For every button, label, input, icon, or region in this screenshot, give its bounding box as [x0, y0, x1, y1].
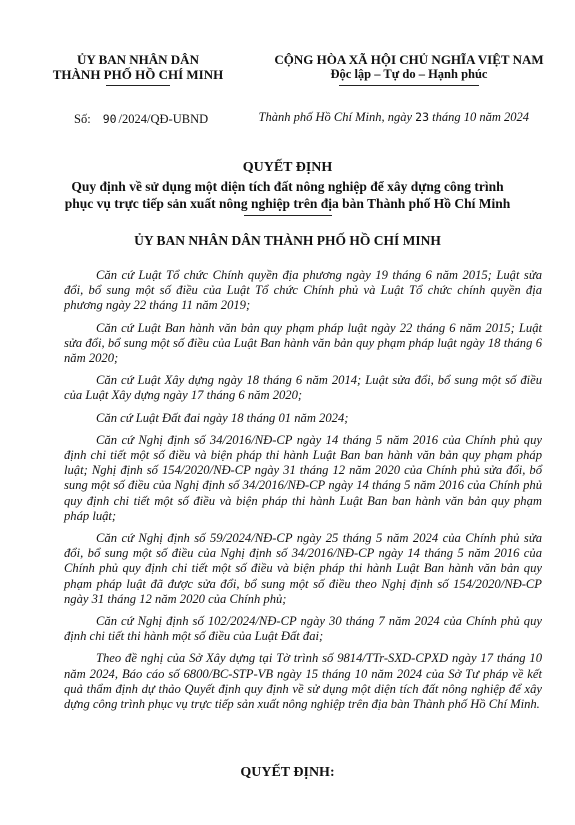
preamble-paragraph: Căn cứ Nghị định số 102/2024/NĐ-CP ngày 30 tháng 7 năm 2024 của Chính phủ quy định chi tiết thi hành một số điều của Luật Đất đai;: [64, 614, 542, 644]
national-heading-block: [248, 52, 570, 86]
national-title: CỘNG HÒA XÃ HỘI CHỦ NGHĨA VIỆT NAM: [274, 52, 544, 67]
national-motto: Độc lập – Tự do – Hạnh phúc: [330, 67, 488, 81]
preamble-paragraph: Căn cứ Luật Tổ chức Chính quyền địa phương ngày 19 tháng 6 năm 2015; Luật sửa đổi, bổ sung một số điều của Luật Tổ chức Chính phủ và Luật Tổ chức chính quyền địa phương ngày 22 tháng 11 năm 2019;: [64, 268, 542, 313]
preamble-paragraph: Căn cứ Luật Đất đai ngày 18 tháng 01 năm 2024;: [96, 410, 349, 425]
date-day: 23: [415, 110, 429, 124]
issuing-authority-line1: ỦY BAN NHÂN DÂN: [77, 52, 199, 67]
document-number-label: Số:: [74, 112, 91, 126]
authority-underline: [106, 85, 170, 86]
subject-underline: [244, 215, 332, 216]
date-prefix: Thành phố Hồ Chí Minh, ngày: [258, 110, 413, 124]
preamble-paragraph: Căn cứ Nghị định số 34/2016/NĐ-CP ngày 14 tháng 5 năm 2016 của Chính phủ quy định chi tiết một số điều và biện pháp thi hành Luật Ban ban hành văn bản quy phạm pháp luật; Nghị định số 154/2020/NĐ-CP ngày 31 tháng 12 năm 2020 của Chính phủ sửa đổi, bổ sung một số điều của Nghị định số 34/2016/NĐ-CP ngày 14 tháng 5 năm 2016 của Chính phủ quy định chi tiết một số điều và biện pháp thi hành Luật Ban ban hành văn bản quy phạm pháp luật;: [64, 432, 542, 523]
preamble-paragraph: Căn cứ Nghị định số 59/2024/NĐ-CP ngày 25 tháng 5 năm 2024 của Chính phủ sửa đổi, bổ sung một số điều của Nghị định số 34/2016/NĐ-CP ngày 14 tháng 5 năm 2016 của Chính phủ quy định chi tiết một số điều và biện pháp thi hành Luật Ban hành văn bản quy phạm pháp luật đã được sửa đổi, bổ sung một số điều theo Nghị định số 154/2020/NĐ-CP ngày 31 tháng 12 năm 2020 của Chính phủ;: [64, 531, 542, 606]
document-number-suffix: /2024/QĐ-UBND: [118, 112, 209, 126]
authority-heading: ỦY BAN NHÂN DÂN THÀNH PHỐ HỒ CHÍ MINH: [134, 233, 441, 248]
document-number: [74, 112, 208, 127]
document-subject: Quy định về sử dụng một diện tích đất nông nghiệp để xây dựng công trình phục vụ trực tiếp sản xuất nông nghiệp trên địa bàn Thành phố Hồ Chí Minh: [64, 179, 511, 211]
preamble-paragraph: Căn cứ Luật Ban hành văn bản quy phạm pháp luật ngày 22 tháng 6 năm 2015; Luật sửa đổi, bổ sung một số điều của Luật Ban hành văn bản quy phạm pháp luật ngày 18 tháng 6 năm 2020;: [64, 320, 542, 366]
preamble: [64, 268, 542, 719]
motto-underline: [339, 85, 479, 86]
issuing-authority-line2: THÀNH PHỐ HỒ CHÍ MINH: [52, 67, 224, 82]
document-title: QUYẾT ĐỊNH: [242, 160, 333, 175]
preamble-paragraph: Căn cứ Luật Xây dựng ngày 18 tháng 6 năm 2014; Luật sửa đổi, bổ sung một số điều của Luật Xây dựng ngày 17 tháng 6 năm 2020;: [64, 373, 542, 403]
issuing-authority-block: [40, 52, 236, 86]
document-number-value: 90: [102, 112, 117, 126]
date-suffix: tháng 10 năm 2024: [432, 110, 529, 124]
preamble-paragraph: Theo đề nghị của Sở Xây dựng tại Tờ trình số 9814/TTr-SXD-CPXD ngày 17 tháng 10 năm 2024, Báo cáo số 6800/BC-STP-VB ngày 15 tháng 10 năm 2024 của Sở Tư pháp về kết quả thẩm định dự thảo Quyết định quy định về sử dụng một diện tích đất nông nghiệp để xây dựng công trình phục vụ trực tiếp sản xuất nông nghiệp trên địa bàn Thành phố Hồ Chí Minh.: [64, 651, 542, 712]
place-and-date: [259, 110, 529, 125]
decision-heading: QUYẾT ĐỊNH:: [240, 765, 335, 780]
